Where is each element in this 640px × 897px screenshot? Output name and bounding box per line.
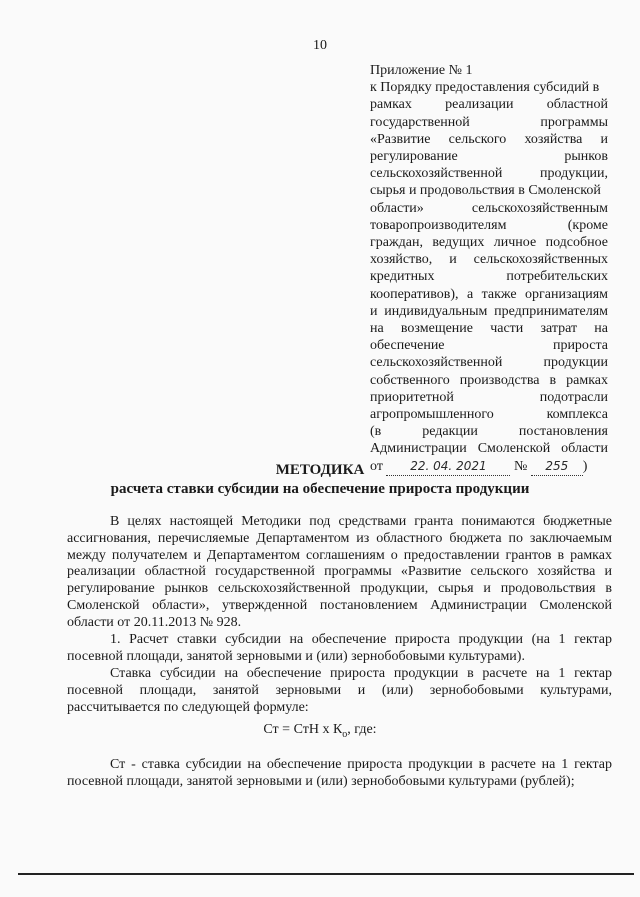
date-prefix: от	[370, 458, 383, 474]
text-line: ассигнования, перечисляемые Департаментом из областного бюджета по заключаемым	[67, 530, 612, 546]
appendix-line: и индивидуальным предпринимателям	[370, 303, 608, 319]
appendix-line: на возмещение части затрат на	[370, 321, 608, 337]
appendix-line: области» сельскохозяйственным	[370, 200, 608, 216]
formula-subscript: о	[342, 728, 348, 740]
appendix-line: сырья и продовольствия в Смоленской	[370, 183, 601, 199]
closing-paren: )	[582, 458, 588, 474]
appendix-line: товаропроизводителям (кроме	[370, 217, 608, 233]
text-line: посевной площади, занятой зерновыми и (или) зернобобовыми культурами,	[67, 682, 612, 698]
text-line: регулирование рынков сельскохозяйственной продукции, сырья и продовольствия в	[67, 581, 612, 597]
text-line: 1. Расчет ставки субсидии на обеспечение прироста продукции (на 1 гектар	[110, 632, 612, 647]
paragraph-rate	[67, 666, 612, 716]
appendix-line: обеспечение прироста	[370, 338, 608, 354]
text-line: Смоленской области», утвержденной постановлением Администрации Смоленской	[67, 597, 612, 613]
appendix-header	[370, 62, 608, 476]
appendix-line: кооперативов), а также организациям	[370, 286, 608, 302]
appendix-line: государственной программы	[370, 114, 608, 130]
document-title: МЕТОДИКА	[275, 462, 365, 478]
page-bottom-rule	[18, 873, 634, 875]
text-line: реализации областной государственной программы «Развитие сельского хозяйства и	[67, 564, 612, 580]
appendix-line: собственного производства в рамках	[370, 372, 608, 388]
appendix-line: хозяйство, и сельскохозяйственных	[370, 252, 608, 268]
text-line: рассчитывается по следующей формуле:	[67, 699, 309, 715]
document-subtitle: расчета ставки субсидии на обеспечение прироста продукции	[110, 481, 530, 497]
number-label: №	[513, 458, 528, 474]
text-line: области от 20.11.2013 № 928.	[67, 614, 242, 630]
appendix-line: граждан, ведущих личное подсобное	[370, 235, 608, 251]
appendix-line: приоритетной подотрасли	[370, 389, 608, 405]
formula-tail: , где:	[347, 722, 377, 737]
appendix-line: Приложение № 1	[370, 63, 473, 78]
appendix-line: сельскохозяйственной продукции,	[370, 166, 608, 182]
handwritten-number: 255	[531, 458, 583, 476]
text-line: Ст - ставка субсидии на обеспечение прироста продукции в расчете на 1 гектар	[110, 757, 612, 772]
paragraph-variable-st	[67, 757, 612, 791]
appendix-line: рамках реализации областной	[370, 97, 608, 113]
appendix-line: регулирование рынков	[370, 149, 608, 165]
text-line: посевной площади, занятой зерновыми и (или) зернобобовыми культурами (рублей);	[67, 773, 575, 789]
paragraph-definition	[67, 514, 612, 632]
appendix-line: Администрации Смоленской области	[370, 441, 608, 457]
paragraph-item-1	[67, 632, 612, 666]
appendix-line: (в редакции постановления	[370, 424, 608, 440]
text-line: посевной площади, занятой зерновыми и (или) зернобобовыми культурами).	[67, 648, 525, 664]
text-line: Ставка субсидии на обеспечение прироста продукции в расчете на 1 гектар	[110, 666, 612, 681]
text-line: между получателем и Департаментом соглашениям о предоставлении грантов в рамках	[67, 547, 612, 563]
handwritten-date: 22. 04. 2021	[386, 458, 510, 476]
formula	[0, 722, 640, 740]
appendix-line: кредитных потребительских	[370, 269, 608, 285]
text-line: В целях настоящей Методики под средствами гранта понимаются бюджетные	[110, 514, 612, 529]
formula-main: Ст = СтН х К	[263, 722, 343, 737]
page-number: 10	[313, 38, 327, 53]
appendix-line: сельскохозяйственной продукции	[370, 355, 608, 371]
appendix-line: «Развитие сельского хозяйства и	[370, 131, 608, 147]
appendix-line: к Порядку предоставления субсидий в	[370, 80, 600, 96]
appendix-line: агропромышленного комплекса	[370, 407, 608, 423]
